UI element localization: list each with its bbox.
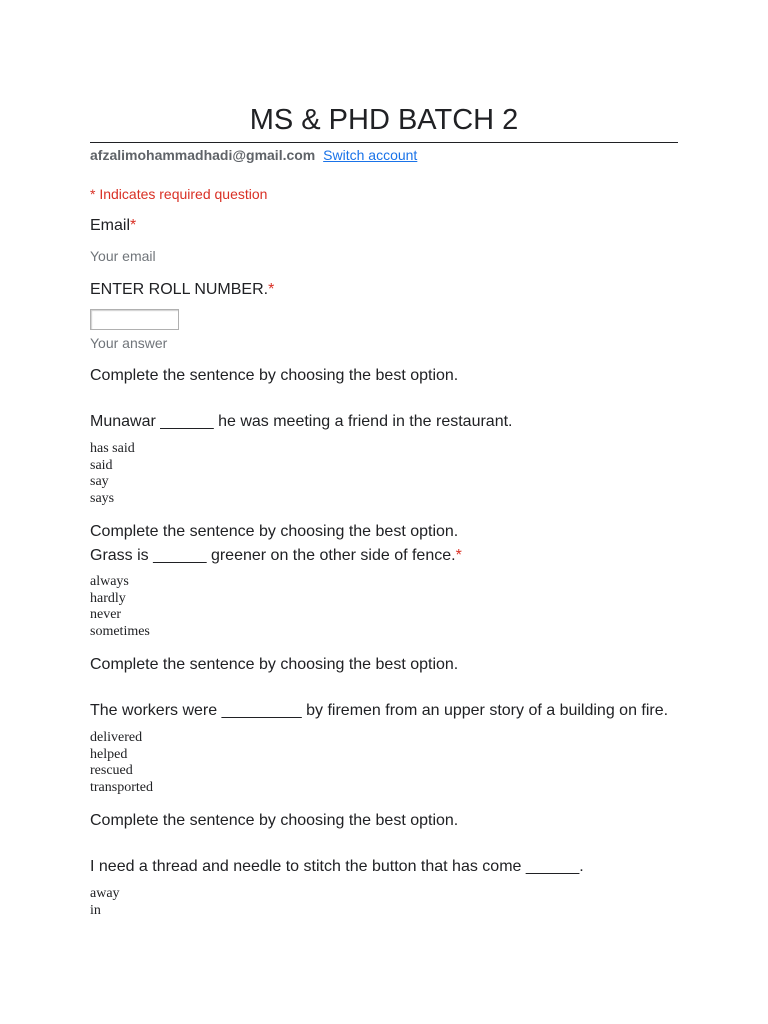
question-3-instruction: Complete the sentence by choosing the best option.: [90, 656, 459, 673]
question-3-option[interactable]: rescued: [90, 763, 133, 778]
question-2-options: [90, 574, 150, 640]
roll-number-hint: Your answer: [90, 335, 168, 351]
account-email: afzalimohammadhadi@gmail.com: [90, 147, 316, 163]
question-4-instruction: Complete the sentence by choosing the best option.: [90, 812, 459, 829]
question-2-instruction: Complete the sentence by choosing the best option.: [90, 523, 459, 540]
question-1-option[interactable]: says: [90, 490, 115, 506]
question-1-option[interactable]: said: [90, 457, 113, 473]
question-2-sentence: Grass is ______ greener on the other side of fence.: [90, 547, 456, 564]
form-title: MS & PHD BATCH 2: [249, 104, 519, 136]
title-divider: [90, 142, 678, 143]
email-label: [90, 217, 136, 235]
question-3-option[interactable]: helped: [90, 746, 128, 762]
switch-account-link[interactable]: Switch account: [323, 147, 418, 163]
question-1-options: [90, 441, 135, 507]
question-2-option[interactable]: hardly: [90, 590, 126, 606]
question-1-option[interactable]: has said: [90, 441, 135, 456]
question-4-option[interactable]: in: [90, 902, 101, 918]
question-4-option[interactable]: away: [90, 886, 120, 901]
required-star: *: [268, 281, 275, 298]
question-2-option[interactable]: always: [90, 574, 129, 589]
question-2-option[interactable]: sometimes: [90, 623, 150, 639]
question-4-sentence: I need a thread and needle to stitch the button that has come ______.: [90, 858, 584, 875]
roll-number-label-text: ENTER ROLL NUMBER.: [90, 281, 269, 298]
roll-number-input[interactable]: [90, 309, 179, 330]
question-3-options: [90, 730, 153, 796]
question-3-option[interactable]: transported: [90, 779, 153, 795]
question-4-options: [90, 886, 120, 919]
required-star: *: [130, 217, 137, 234]
question-3-option[interactable]: delivered: [90, 730, 143, 745]
roll-number-label: [90, 281, 274, 299]
email-field[interactable]: Your email: [90, 248, 156, 264]
question-1-sentence: Munawar ______ he was meeting a friend in the restaurant.: [90, 413, 513, 430]
question-2-sentence-row: [90, 547, 462, 565]
required-star: *: [455, 547, 462, 564]
question-2-option[interactable]: never: [90, 607, 122, 622]
question-1-option[interactable]: say: [90, 474, 109, 489]
question-1-instruction: Complete the sentence by choosing the best option.: [90, 367, 459, 384]
account-bar: [90, 147, 417, 163]
question-3-sentence: The workers were _________ by firemen from an upper story of a building on fire.: [90, 702, 669, 719]
required-note: * Indicates required question: [90, 186, 268, 202]
email-label-text: Email: [90, 217, 131, 234]
